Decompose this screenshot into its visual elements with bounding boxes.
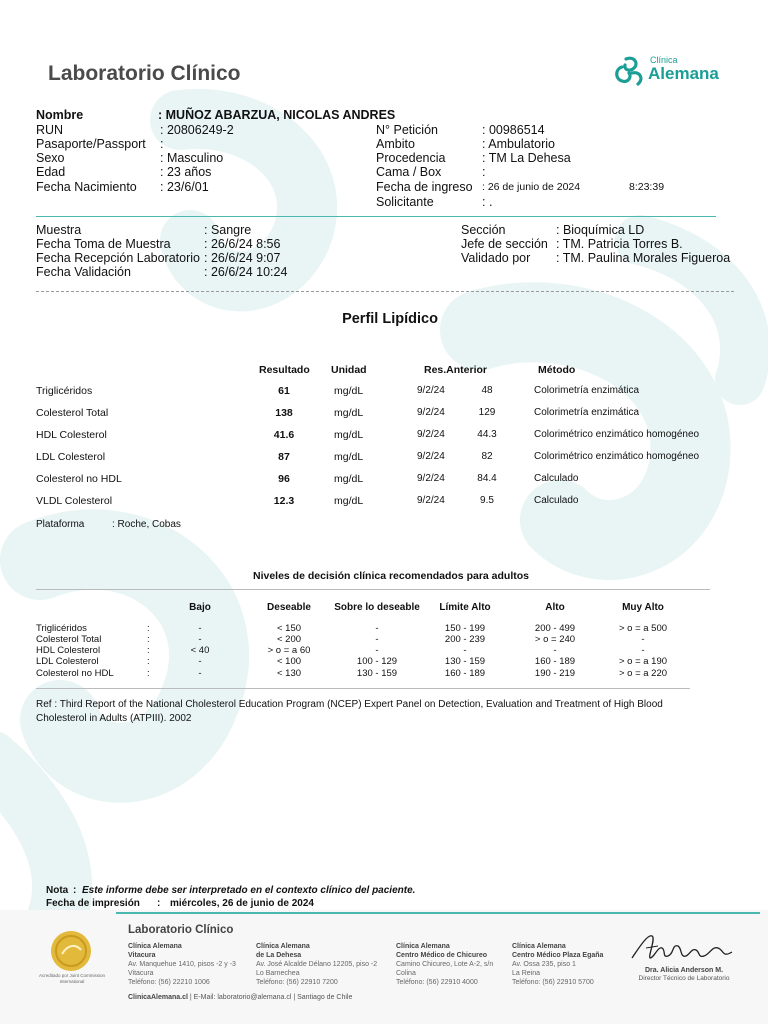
level-cell: < 40: [190, 645, 210, 656]
location-phone: Teléfono: (56) 22210 1006: [128, 979, 210, 986]
procedencia-value: : TM La Dehesa: [482, 151, 571, 165]
prev-date: 9/2/24: [417, 407, 445, 418]
cama-label: Cama / Box: [376, 165, 442, 179]
level-row-name: Triglicéridos: [36, 623, 87, 634]
result-unit: mg/dL: [334, 385, 364, 397]
result-test: Colesterol no HDL: [36, 473, 122, 485]
result-test: Colesterol Total: [36, 407, 109, 419]
footer-line: [116, 912, 760, 914]
result-value: 12.3: [273, 495, 295, 507]
name-value: : MUÑOZ ABARZUA, NICOLAS ANDRES: [158, 108, 396, 122]
sex-label: Sexo: [36, 151, 65, 165]
level-cell: > o = 240: [534, 634, 576, 645]
solicitante-label: Solicitante: [376, 195, 434, 209]
method: Colorimétrico enzimático homogéneo: [534, 451, 700, 462]
level-cell: > o = a 500: [618, 623, 668, 634]
toma-label: Fecha Toma de Muestra: [36, 237, 171, 251]
method: Colorimétrico enzimático homogéneo: [534, 429, 700, 440]
level-cell: -: [375, 634, 379, 645]
signature-image: [628, 928, 738, 966]
petition-label: N° Petición: [376, 123, 438, 137]
report-title: Perfil Lipídico: [342, 311, 438, 327]
level-cell: 130 - 159: [444, 656, 486, 667]
level-cell: -: [198, 623, 202, 634]
col-header-resultado: Resultado: [259, 364, 310, 376]
col-header-anterior: Res.Anterior: [424, 364, 488, 376]
col-header-unidad: Unidad: [331, 364, 367, 376]
footer-contact: [128, 994, 352, 1001]
run-label: RUN: [36, 123, 64, 137]
levels-header-muy-alto: Muy Alto: [622, 602, 664, 613]
level-cell: < 200: [276, 634, 302, 645]
jefe-value: : TM. Patricia Torres B.: [556, 237, 683, 251]
clinic-logo-icon: [612, 53, 646, 87]
location-subtitle: Vitacura: [128, 952, 156, 959]
result-value: 41.6: [273, 429, 295, 441]
seccion-value: : Bioquímica LD: [556, 223, 645, 237]
prev-value: 48: [481, 385, 493, 396]
col-header-metodo: Método: [538, 364, 576, 376]
result-test: HDL Colesterol: [36, 429, 107, 441]
method: Colorimetría enzimática: [534, 407, 640, 418]
level-row-sep: :: [147, 634, 150, 645]
levels-header-alto: Alto: [545, 602, 565, 613]
ingreso-label: Fecha de ingreso: [376, 180, 473, 194]
level-row-name: HDL Colesterol: [36, 645, 101, 656]
prev-value: 129: [478, 407, 496, 418]
signer-name: Dra. Alicia Anderson M.: [644, 967, 724, 974]
level-row-sep: :: [147, 645, 150, 656]
location-address: Av. Ossa 235, piso 1: [512, 961, 576, 968]
print-date-label: Fecha de impresión: [46, 898, 140, 909]
birthdate-value: : 23/6/01: [160, 180, 209, 194]
ingreso-value: : 26 de junio de 2024: [482, 181, 581, 193]
levels-top-line: [36, 589, 710, 590]
level-cell: < 150: [276, 623, 302, 634]
lab-title: Laboratorio Clínico: [48, 62, 241, 85]
method: Colorimetría enzimática: [534, 385, 640, 396]
location-subtitle: de La Dehesa: [256, 952, 302, 959]
platform-value: : Roche, Cobas: [112, 519, 181, 530]
toma-value: : 26/6/24 8:56: [204, 237, 281, 251]
level-row-sep: :: [147, 668, 150, 679]
levels-header-sobre: Sobre lo deseable: [334, 602, 420, 613]
level-cell: > o = a 190: [618, 656, 668, 667]
procedencia-label: Procedencia: [376, 151, 446, 165]
location-commune: Colina: [396, 970, 416, 977]
validado-label: Validado por: [461, 251, 531, 265]
location-phone: Teléfono: (56) 22910 5700: [512, 979, 594, 986]
result-unit: mg/dL: [334, 407, 364, 419]
levels-header-limite: Límite Alto: [439, 602, 491, 613]
prev-date: 9/2/24: [417, 451, 445, 462]
level-cell: 160 - 189: [444, 668, 486, 679]
level-cell: > o = a 220: [618, 668, 668, 679]
petition-value: : 00986514: [482, 123, 545, 137]
sex-value: : Masculino: [160, 151, 224, 165]
validacion-label: Fecha Validación: [36, 265, 131, 279]
level-cell: -: [375, 623, 379, 634]
result-unit: mg/dL: [334, 495, 364, 507]
footer-title: Laboratorio Clínico: [128, 924, 234, 936]
footer-contact-text: | E-Mail: laboratorio@alemana.cl | Santiago de Chile: [187, 994, 353, 1001]
validado-value: : TM. Paulina Morales Figueroa: [556, 251, 731, 265]
level-cell: 200 - 239: [444, 634, 486, 645]
accreditation-text: Acreditado por Joint Commission International: [38, 973, 106, 984]
location-commune: La Reina: [512, 970, 541, 977]
location-commune: Lo Barnechea: [256, 970, 300, 977]
cama-value: :: [482, 165, 486, 179]
result-unit: mg/dL: [334, 451, 364, 463]
level-row-sep: :: [147, 656, 150, 667]
level-cell: 150 - 199: [444, 623, 486, 634]
location-title: Clínica Alemana: [128, 943, 182, 950]
reference-text: Ref : Third Report of the National Cholesterol Education Program (NCEP) Expert Panel on Detection, Evaluation and Treatment of High Blood Cholesterol in Adults (ATPIII). 2002: [36, 699, 663, 724]
level-cell: < 130: [276, 668, 302, 679]
prev-date: 9/2/24: [417, 495, 445, 506]
divider-dashed: [36, 291, 734, 292]
level-cell: -: [198, 656, 202, 667]
ambito-label: Ambito: [376, 137, 415, 151]
result-unit: mg/dL: [334, 473, 364, 485]
name-label: Nombre: [36, 108, 84, 122]
solicitante-value: : .: [482, 195, 493, 209]
level-cell: 100 - 129: [356, 656, 398, 667]
validacion-value: : 26/6/24 10:24: [204, 265, 288, 279]
print-date-value: miércoles, 26 de junio de 2024: [170, 898, 314, 909]
level-row-name: Colesterol Total: [36, 634, 102, 645]
passport-value: :: [160, 137, 164, 151]
levels-bottom-line: [36, 688, 690, 689]
muestra-label: Muestra: [36, 223, 82, 237]
recepcion-label: Fecha Recepción Laboratorio: [36, 251, 200, 265]
level-row-sep: :: [147, 623, 150, 634]
prev-value: 9.5: [480, 495, 494, 506]
location-phone: Teléfono: (56) 22910 4000: [396, 979, 478, 986]
location-phone: Teléfono: (56) 22910 7200: [256, 979, 338, 986]
ingreso-time: 8:23:39: [629, 181, 665, 193]
level-cell: < 100: [276, 656, 302, 667]
level-cell: -: [463, 645, 467, 656]
levels-header-bajo: Bajo: [189, 602, 211, 613]
divider-teal: [36, 216, 716, 217]
level-cell: -: [375, 645, 379, 656]
location-subtitle: Centro Médico de Chicureo: [396, 952, 488, 959]
result-value: 61: [278, 385, 290, 397]
prev-value: 82: [481, 451, 493, 462]
level-cell: 130 - 159: [356, 668, 398, 679]
prev-date: 9/2/24: [417, 385, 445, 396]
result-value: 138: [275, 407, 293, 419]
location-subtitle: Centro Médico Plaza Egaña: [512, 952, 604, 959]
age-label: Edad: [36, 165, 66, 179]
footer-website-link[interactable]: ClinicaAlemana.cl: [128, 994, 188, 1001]
level-cell: -: [198, 634, 202, 645]
location-address: Av. José Alcalde Délano 12205, piso -2: [256, 961, 378, 968]
logo-text-small: Clínica: [650, 55, 678, 65]
location-address: Camino Chicureo, Lote A-2, s/n: [396, 961, 494, 968]
result-test: Triglicéridos: [36, 385, 93, 397]
prev-date: 9/2/24: [417, 429, 445, 440]
logo-text-big: Alemana: [648, 64, 719, 83]
ambito-value: : Ambulatorio: [482, 137, 555, 151]
platform-label: Plataforma: [36, 519, 85, 530]
recepcion-value: : 26/6/24 9:07: [204, 251, 281, 265]
level-cell: -: [553, 645, 557, 656]
result-test: LDL Colesterol: [36, 451, 106, 463]
level-cell: 160 - 189: [534, 656, 576, 667]
level-cell: -: [198, 668, 202, 679]
method: Calculado: [534, 495, 579, 506]
note-text: Este informe debe ser interpretado en el contexto clínico del paciente.: [82, 885, 416, 896]
levels-title: Niveles de decisión clínica recomendados para adultos: [252, 570, 529, 582]
level-cell: -: [641, 645, 645, 656]
level-row-name: LDL Colesterol: [36, 656, 99, 667]
location-commune: Vitacura: [128, 970, 154, 977]
location-address: Av. Manquehue 1410, pisos -2 y -3: [128, 961, 236, 968]
seccion-label: Sección: [461, 223, 506, 237]
location-title: Clínica Alemana: [396, 943, 450, 950]
location-title: Clínica Alemana: [256, 943, 310, 950]
level-cell: -: [641, 634, 645, 645]
level-cell: 190 - 219: [534, 668, 576, 679]
signer-title: Director Técnico de Laboratorio: [638, 975, 730, 982]
prev-date: 9/2/24: [417, 473, 445, 484]
method: Calculado: [534, 473, 579, 484]
age-value: : 23 años: [160, 165, 212, 179]
birthdate-label: Fecha Nacimiento: [36, 180, 137, 194]
levels-header-deseable: Deseable: [267, 602, 311, 613]
passport-label: Pasaporte/Passport: [36, 137, 146, 151]
prev-value: 44.3: [477, 429, 497, 440]
jefe-label: Jefe de sección: [461, 237, 548, 251]
level-cell: 200 - 499: [534, 623, 576, 634]
accreditation-seal-icon: [50, 930, 92, 972]
level-cell: > o = a 60: [267, 645, 311, 656]
clinica-alemana-logo: [612, 52, 737, 88]
run-value: : 20806249-2: [160, 123, 234, 137]
result-test: VLDL Colesterol: [36, 495, 113, 507]
muestra-value: : Sangre: [204, 223, 252, 237]
result-value: 87: [278, 451, 290, 463]
level-row-name: Colesterol no HDL: [36, 668, 114, 679]
result-value: 96: [278, 473, 290, 485]
prev-value: 84.4: [477, 473, 497, 484]
location-title: Clínica Alemana: [512, 943, 566, 950]
result-unit: mg/dL: [334, 429, 364, 441]
note-label: Nota: [46, 885, 69, 896]
